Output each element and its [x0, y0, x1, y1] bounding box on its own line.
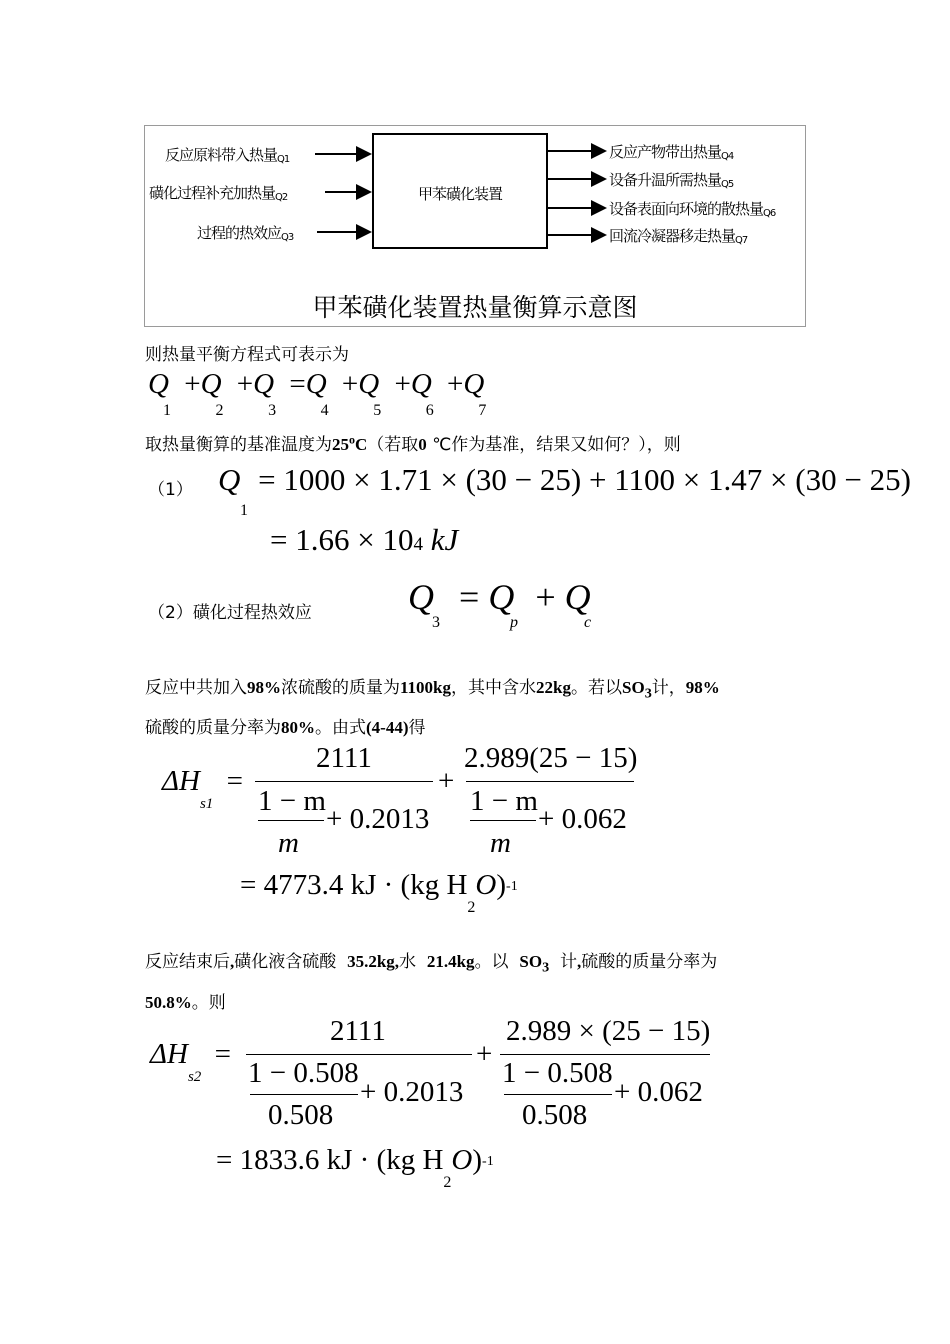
hs2-denominator-2-top: 1 − 0.508: [502, 1057, 613, 1089]
hs2-fraction-line-1: [246, 1054, 472, 1055]
hs2-denominator-1-plus: + 0.2013: [360, 1076, 464, 1108]
item-2-label: （2）磺化过程热效应: [148, 603, 312, 623]
paragraph-acid-feed: 反应中共加入98%浓硫酸的质量为1100kg，其中含水22kg。若以$SO_3$计，98%: [145, 678, 720, 702]
delta-hs2-lhs: $\Delta H_{s2}$ =: [150, 1038, 231, 1085]
hs1-result: = 4773.4 kJ · (kg $H_2O)-1$: [240, 869, 518, 916]
hs1-numerator-1: 2111: [316, 742, 372, 774]
output-label-1: 反应产物带出热量Q4: [609, 143, 734, 162]
hs1-inner-fraction-line-1: [258, 820, 324, 821]
hs1-numerator-2: 2.989(25 − 15): [464, 742, 638, 774]
delta-hs1-lhs: $\Delta H_{s1}$ =: [162, 765, 243, 812]
input-label-1: 反应原料带入热量Q1: [165, 146, 290, 165]
hs2-denominator-1-bottom: 0.508: [268, 1099, 334, 1131]
input-label-3: 过程的热效应Q3: [197, 224, 294, 243]
output-label-3: 设备表面向环境的散热量Q6: [609, 200, 776, 219]
hs1-fraction-line-2: [466, 781, 634, 782]
hs1-denominator-1-bottom: m: [278, 827, 299, 859]
hs2-fraction-line-2: [500, 1054, 710, 1055]
hs1-inner-fraction-line-2: [470, 820, 536, 821]
hs2-denominator-2-bottom: 0.508: [522, 1099, 588, 1131]
paragraph-final-fraction: 50.8%。则: [145, 993, 226, 1013]
diagram-title: 甲苯磺化装置热量衡算示意图: [312, 293, 638, 322]
hs1-fraction-line-1: [255, 781, 433, 782]
input-label-2: 磺化过程补充加热量Q2: [149, 184, 288, 203]
equation-q1: Q 1 = 1000 × 1.71 × (30 − 25) + 1100 × 1.47 × (30 − 25): [218, 462, 911, 519]
equation-q1-result: = 1.66 × 104 kJ: [270, 522, 459, 557]
output-label-4: 回流冷凝器移走热量Q7: [609, 227, 748, 246]
hs1-denominator-1-plus: + 0.2013: [326, 803, 430, 835]
hs1-denominator-2-plus: + 0.062: [538, 803, 627, 835]
heat-balance-equation: $Q_1 +Q_2 +Q_3 =Q_4 +Q_5 +Q_6 +Q_7$: [148, 368, 487, 419]
hs2-numerator-1: 2111: [330, 1015, 386, 1047]
hs2-inner-fraction-line-1: [250, 1094, 358, 1095]
paragraph-balance-intro: 则热量平衡方程式可表示为: [145, 345, 349, 365]
hs2-plus: +: [476, 1038, 493, 1070]
hs2-result: = 1833.6 kJ · (kg $H_2O)-1$: [216, 1144, 494, 1191]
hs2-denominator-2-plus: + 0.062: [614, 1076, 703, 1108]
unit-label: 甲苯磺化装置: [417, 185, 502, 203]
hs2-inner-fraction-line-2: [504, 1094, 612, 1095]
paragraph-after-reaction: 反应结束后,磺化液含硫酸 35.2kg,水 21.4kg。以 $SO_3$ 计,硫酸的质量分率为: [145, 952, 718, 976]
hs1-denominator-2-bottom: m: [490, 827, 511, 859]
hs1-plus: +: [438, 765, 455, 797]
output-label-2: 设备升温所需热量Q5: [609, 171, 734, 190]
hs2-numerator-2: 2.989 × (25 − 15): [506, 1015, 711, 1047]
item-1-label: （1）: [148, 480, 193, 500]
toluene-sulfonation-unit-box: [372, 133, 548, 249]
paragraph-mass-fraction: 硫酸的质量分率为80%。由式(4-44)得: [145, 718, 426, 738]
paragraph-reference-temperature: 取热量衡算的基准温度为25$^o$C（若取0 ℃作为基准，结果又如何？），则: [145, 432, 681, 455]
equation-q3: Q 3 = Q p + Q c: [408, 577, 592, 631]
hs1-denominator-2-top: 1 − m: [470, 785, 538, 817]
hs2-denominator-1-top: 1 − 0.508: [248, 1057, 359, 1089]
hs1-denominator-1-top: 1 − m: [258, 785, 326, 817]
heat-balance-diagram: [144, 125, 806, 327]
